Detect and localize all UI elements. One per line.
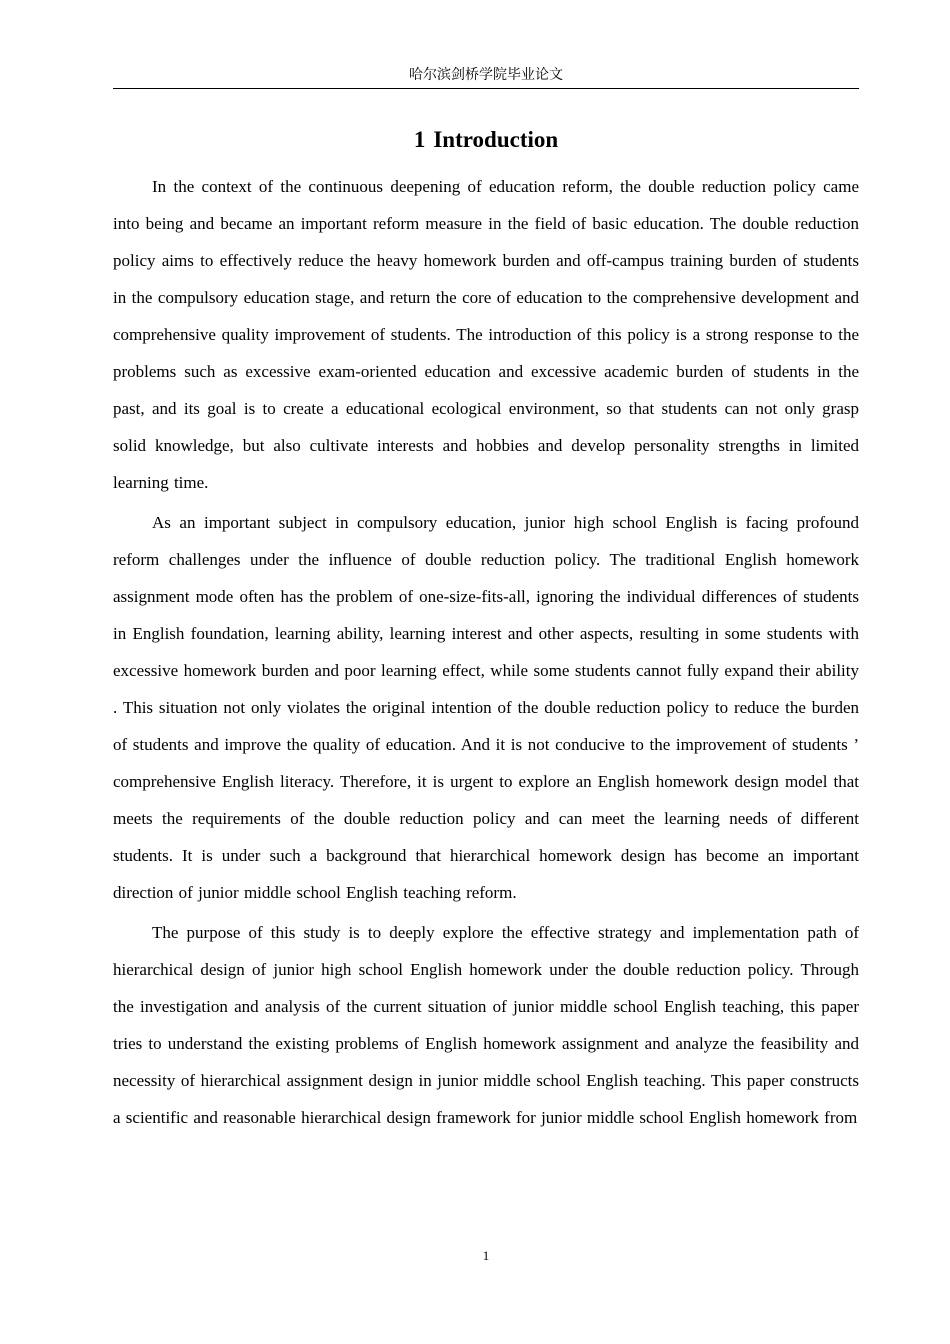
paragraph-3: The purpose of this study is to deeply explore the effective strategy and implementation path of hierarchical design of junior high school English homework under the double reduction policy. Through the investigation and analysis of the current situation of junior middle school English teaching, this paper tries to understand the existing problems of English homework assignment and analyze the feasibility and necessity of hierarchical assignment design in junior middle school English teaching. This paper constructs a scientific and reasonable hierarchical design framework for junior middle school English homework from (113, 923, 859, 1127)
paragraph-2: As an important subject in compulsory education, junior high school English is facing profound reform challenges under the influence of double reduction policy. The traditional English homework assignment mode often has the problem of one-size-fits-all, ignoring the individual differences of students in English foundation, learning ability, learning interest and other aspects, resulting in some students with excessive homework burden and poor learning effect, while some students cannot fully expand their ability . This situation not only violates the original intention of the double reduction policy to reduce the burden of students and improve the quality of education. And it is not conducive to the improvement of students ’ comprehensive English literacy. Therefore, it is urgent to explore an English homework design model that meets the requirements of the double reduction policy and can meet the learning needs of different students. It is under such a background that hierarchical homework design has become an important direction of junior middle school English teaching reform. (113, 513, 859, 902)
running-header: 哈尔滨剑桥学院毕业论文 (409, 67, 563, 83)
chapter-heading (113, 124, 859, 156)
chapter-title: Introduction (433, 127, 559, 152)
page-number: 1 (482, 1248, 490, 1263)
chapter-number: 1 (413, 127, 426, 152)
header-rule (113, 88, 859, 89)
body-text (113, 168, 859, 1136)
paragraph-1: In the context of the continuous deepening of education reform, the double reduction policy came into being and became an important reform measure in the field of basic education. The double reduction policy aims to effectively reduce the heavy homework burden and off-campus training burden of students in the compulsory education stage, and return the core of education to the comprehensive development and comprehensive quality improvement of students. The introduction of this policy is a strong response to the problems such as excessive exam-oriented education and excessive academic burden of students in the past, and its goal is to create a educational ecological environment, so that students can not only grasp solid knowledge, but also cultivate interests and hobbies and develop personality strengths in limited learning time. (113, 177, 859, 492)
